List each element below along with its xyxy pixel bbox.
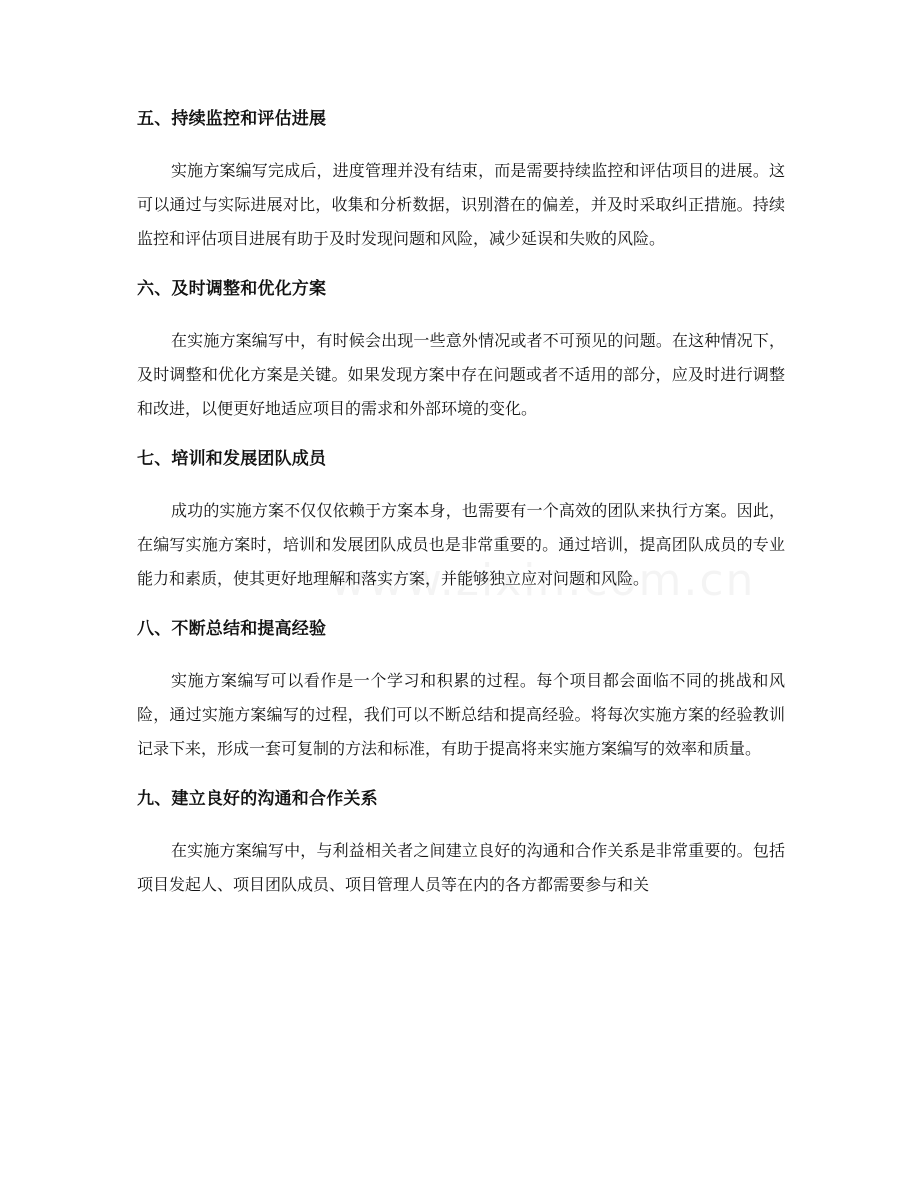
section-body-9: 在实施方案编写中，与利益相关者之间建立良好的沟通和合作关系是非常重要的。包括项目发起人、项目团队成员、项目管理人员等在内的各方都需要参与和关 [137,841,785,894]
section-body-7: 成功的实施方案不仅仅依赖于方案本身，也需要有一个高效的团队来执行方案。因此，在编写实施方案时，培训和发展团队成员也是非常重要的。通过培训，提高团队成员的专业能力和素质，使其更好地理解和落实方案，并能够独立应对问题和风险。 [137,501,785,588]
section-heading-6: 六、及时调整和优化方案 [137,279,327,299]
document-content [137,106,785,922]
section-heading-9: 九、建立良好的沟通和合作关系 [137,789,378,809]
section-heading-7: 七、培训和发展团队成员 [137,449,327,469]
section-body-6: 在实施方案编写中，有时候会出现一些意外情况或者不可预见的问题。在这种情况下，及时调整和优化方案是关键。如果发现方案中存在问题或者不适用的部分，应及时进行调整和改进，以便更好地适应项目的需求和外部环境的变化。 [137,331,785,418]
section-heading-8: 八、不断总结和提高经验 [137,619,327,639]
section-heading-5: 五、持续监控和评估进展 [137,109,327,129]
section-body-8: 实施方案编写可以看作是一个学习和积累的过程。每个项目都会面临不同的挑战和风险，通过实施方案编写的过程，我们可以不断总结和提高经验。将每次实施方案的经验教训记录下来，形成一套可复制的方法和标准，有助于提高将来实施方案编写的效率和质量。 [137,671,785,758]
section-body-5: 实施方案编写完成后，进度管理并没有结束，而是需要持续监控和评估项目的进展。这可以通过与实际进展对比，收集和分析数据，识别潜在的偏差，并及时采取纠正措施。持续监控和评估项目进展有助于及时发现问题和风险，减少延误和失败的风险。 [137,161,785,248]
